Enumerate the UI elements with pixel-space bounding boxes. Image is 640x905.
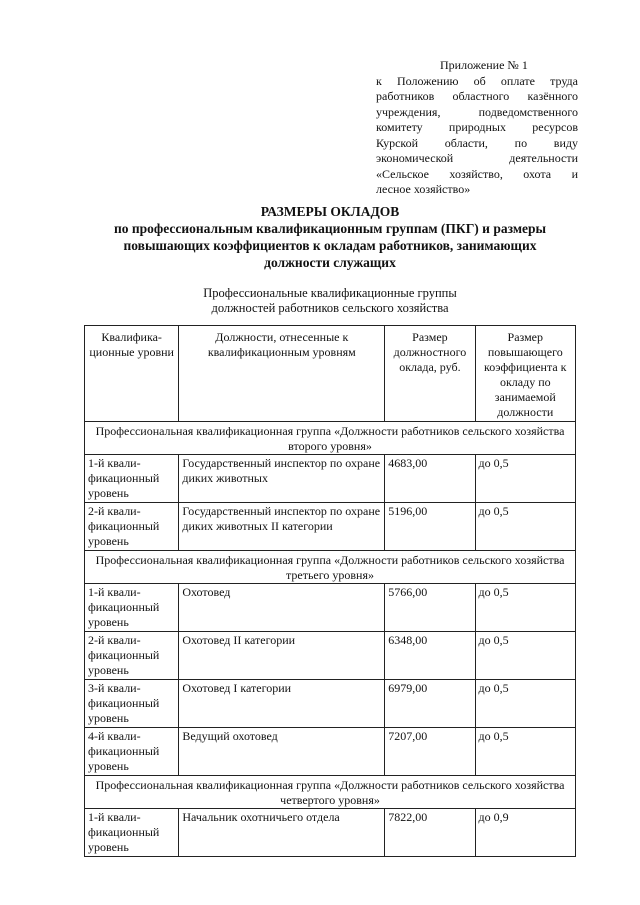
cell-position: Государственный инспектор по охране диких животных II категории xyxy=(179,503,385,551)
cell-coefficient: до 0,5 xyxy=(475,503,575,551)
appendix-line: учреждения, подведомственного xyxy=(376,104,578,119)
appendix-number: Приложение № 1 xyxy=(440,58,528,72)
header-position: Должности, отнесенные к квалификационным уровням xyxy=(179,326,385,422)
group-header-row xyxy=(85,551,576,584)
title-line: по профессиональным квалификационным группам (ПКГ) и размеры xyxy=(113,221,547,236)
table-row xyxy=(85,632,576,680)
subtitle-line: должностей работников сельского хозяйства xyxy=(211,301,449,315)
appendix-line: Курской области, по виду xyxy=(376,135,578,150)
cell-position: Охотовед I категории xyxy=(179,680,385,728)
cell-salary: 4683,00 xyxy=(385,455,475,503)
subtitle-line: Профессиональные квалификационные группы xyxy=(203,286,457,300)
salary-table xyxy=(84,325,576,857)
cell-level: 3-й квали-фикационный уровень xyxy=(85,680,179,728)
group-header-row xyxy=(85,422,576,455)
table-header-row xyxy=(85,326,576,422)
appendix-line: экономической деятельности xyxy=(376,151,578,165)
cell-level: 1-й квали-фикационный уровень xyxy=(85,809,179,857)
cell-salary: 6979,00 xyxy=(385,680,475,728)
cell-salary: 6348,00 xyxy=(385,632,475,680)
cell-level: 1-й квали-фикационный уровень xyxy=(85,584,179,632)
cell-coefficient: до 0,5 xyxy=(475,680,575,728)
cell-position: Охотовед xyxy=(179,584,385,632)
header-level: Квалифика-ционные уровни xyxy=(85,326,179,422)
table-body xyxy=(85,422,576,857)
cell-position: Начальник охотничьего отдела xyxy=(179,809,385,857)
table-row xyxy=(85,503,576,551)
appendix-line: «Сельское хозяйство, охота и xyxy=(376,166,578,181)
cell-position: Охотовед II категории xyxy=(179,632,385,680)
cell-level: 1-й квали-фикационный уровень xyxy=(85,455,179,503)
table-row xyxy=(85,584,576,632)
cell-salary: 7207,00 xyxy=(385,728,475,776)
title-line: повышающих коэффициентов к окладам работников, занимающих xyxy=(123,238,537,253)
table-row xyxy=(85,728,576,776)
appendix-line: комитету природных ресурсов xyxy=(376,120,578,134)
table-row xyxy=(85,455,576,503)
cell-level: 2-й квали-фикационный уровень xyxy=(85,632,179,680)
cell-coefficient: до 0,5 xyxy=(475,728,575,776)
group-title: Профессиональная квалификационная группа «Должности работников сельского хозяйства второго уровня» xyxy=(85,422,576,455)
cell-coefficient: до 0,9 xyxy=(475,809,575,857)
cell-level: 4-й квали-фикационный уровень xyxy=(85,728,179,776)
appendix-block xyxy=(376,58,578,198)
group-header-row xyxy=(85,776,576,809)
cell-position: Государственный инспектор по охране диких животных xyxy=(179,455,385,503)
group-title: Профессиональная квалификационная группа «Должности работников сельского хозяйства четвертого уровня» xyxy=(85,776,576,809)
table-subtitle xyxy=(160,286,500,316)
appendix-line: лесное хозяйство» xyxy=(376,182,471,196)
cell-salary: 7822,00 xyxy=(385,809,475,857)
cell-coefficient: до 0,5 xyxy=(475,632,575,680)
title-line: должности служащих xyxy=(264,255,396,270)
table-row xyxy=(85,809,576,857)
group-title: Профессиональная квалификационная группа «Должности работников сельского хозяйства третьего уровня» xyxy=(85,551,576,584)
header-salary: Размер должностного оклада, руб. xyxy=(385,326,475,422)
table-row xyxy=(85,680,576,728)
cell-salary: 5196,00 xyxy=(385,503,475,551)
cell-position: Ведущий охотовед xyxy=(179,728,385,776)
cell-level: 2-й квали-фикационный уровень xyxy=(85,503,179,551)
title-line: РАЗМЕРЫ ОКЛАДОВ xyxy=(260,204,400,219)
appendix-line: работников областного казённого xyxy=(376,89,578,103)
cell-coefficient: до 0,5 xyxy=(475,584,575,632)
appendix-line: к Положению об оплате труда xyxy=(376,73,578,88)
document-title xyxy=(60,203,600,271)
header-coefficient: Размер повышающего коэффициента к окладу по занимаемой должности xyxy=(475,326,575,422)
cell-salary: 5766,00 xyxy=(385,584,475,632)
cell-coefficient: до 0,5 xyxy=(475,455,575,503)
